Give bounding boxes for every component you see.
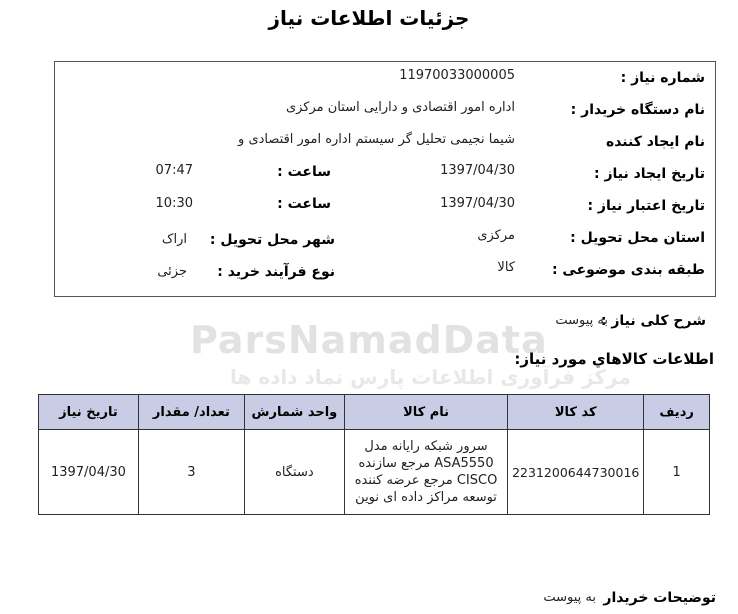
- creator-value: شیما نجیمی تحلیل گر سیستم اداره امور اقتصادی و: [238, 132, 515, 147]
- need-number-value: 11970033000005: [399, 68, 515, 83]
- buyer-org-value: اداره امور اقتصادی و دارایی استان مرکزی: [285, 100, 515, 115]
- category-value: کالا: [497, 260, 515, 275]
- page-title: جزئیات اطلاعات نیاز: [268, 6, 470, 30]
- city-value: اراک: [161, 232, 187, 247]
- header-quantity: تعداد/ مقدار: [138, 395, 244, 430]
- buyer-notes-value: به پیوست: [543, 590, 596, 605]
- need-number-label: شماره نیاز :: [620, 70, 705, 86]
- cell-unit: دستگاه: [245, 430, 345, 515]
- header-item-name: نام کالا: [344, 395, 508, 430]
- created-time-label: ساعت :: [277, 164, 331, 180]
- general-desc-value: به پیوست: [555, 313, 608, 328]
- table-header-row: [39, 395, 710, 430]
- header-row-number: ردیف: [644, 395, 710, 430]
- header-unit: واحد شمارش: [245, 395, 345, 430]
- created-time-value: 07:47: [155, 163, 193, 178]
- buyer-notes-label: توضیحات خریدار: [603, 590, 716, 606]
- watermark-logo: ParsNamadData: [190, 318, 548, 362]
- watermark-subtitle: مرکز فرآوری اطلاعات پارس نماد داده ها: [230, 365, 631, 389]
- valid-date-value: 1397/04/30: [440, 196, 515, 211]
- buyer-org-label: نام دستگاه خریدار :: [570, 102, 705, 118]
- province-value: مرکزی: [477, 228, 515, 243]
- header-need-date: تاریخ نیاز: [39, 395, 139, 430]
- cell-quantity: 3: [138, 430, 244, 515]
- process-value: جزئی: [157, 264, 187, 279]
- valid-date-label: تاریخ اعتبار نیاز :: [587, 198, 705, 214]
- valid-time-value: 10:30: [155, 196, 193, 211]
- city-label: شهر محل تحویل :: [209, 232, 335, 248]
- creator-label: نام ایجاد کننده: [605, 134, 705, 150]
- need-info-panel: [54, 61, 716, 297]
- created-date-label: تاریخ ایجاد نیاز :: [593, 166, 705, 182]
- valid-time-label: ساعت :: [277, 196, 331, 212]
- items-table: [38, 394, 710, 515]
- created-date-value: 1397/04/30: [440, 163, 515, 178]
- category-label: طبقه بندی موضوعی :: [551, 262, 705, 278]
- cell-item-name: سرور شبکه رایانه مدل ASA5550 مرجع سازنده CISCO مرجع عرضه کننده توسعه مراکز داده ای نوین: [344, 430, 508, 515]
- cell-item-code: 2231200644730016: [508, 430, 644, 515]
- general-desc-label: شرح کلی نیاز :: [600, 313, 706, 329]
- process-label: نوع فرآیند خرید :: [217, 264, 335, 280]
- cell-row-number: 1: [644, 430, 710, 515]
- items-section-title: اطلاعات كالاهاي مورد نياز:: [514, 350, 714, 368]
- table-row: [39, 430, 710, 515]
- province-label: استان محل تحویل :: [570, 230, 705, 246]
- header-item-code: کد کالا: [508, 395, 644, 430]
- cell-need-date: 1397/04/30: [39, 430, 139, 515]
